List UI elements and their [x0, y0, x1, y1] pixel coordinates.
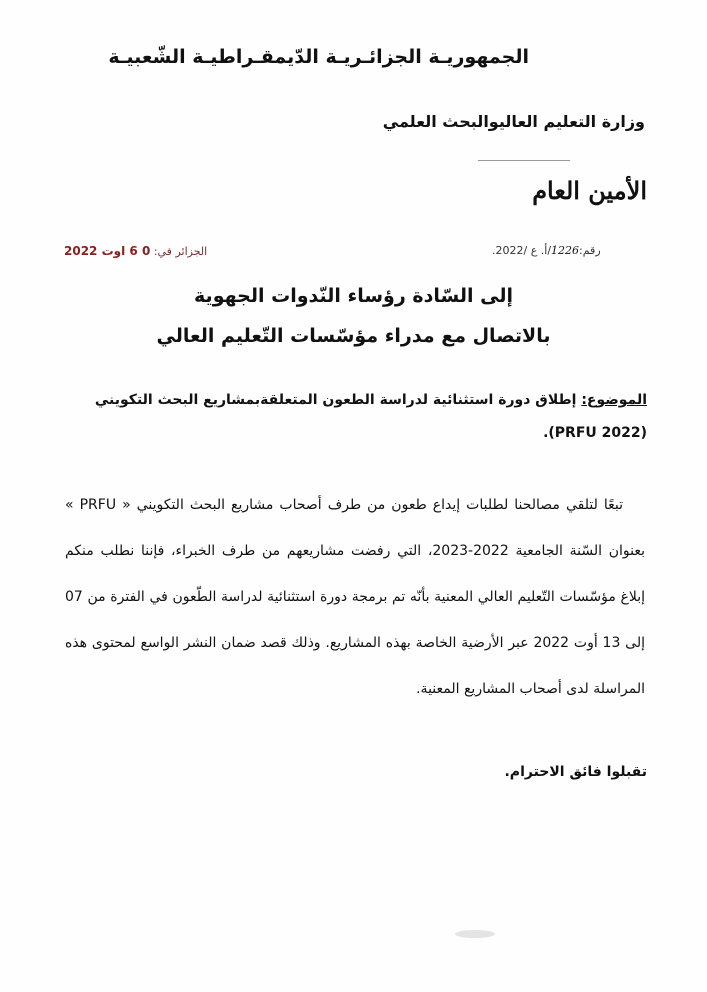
paper-smudge: [455, 930, 495, 938]
republic-header: الجمهوريـة الجزائـريـة الدّيمقـراطيـة الشّعبيـة: [108, 46, 529, 68]
closing-line: تقبلوا فائق الاحترام.: [504, 764, 647, 780]
body-paragraph: تبعًا لتلقي مصالحنا لطلبات إيداع طعون من طرف أصحاب مشاريع البحث التكويني « PRFU » بعنوان السّنة الجامعية 2022-2023، التي رفضت مشاريعهم من طرف الخبراء، فإننا نطلب منكم إبلاغ مؤسّسات التّعليم العالي المعنية بأنّه تم برمجة دورة استثنائية لدراسة الطّعون في الفترة من 07 إلى 13 أوت 2022 عبر الأرضية الخاصة بهذه المشاريع. وذلك قصد ضمان النشر الواسع لمحتوى هذه المراسلة لدى أصحاب المشاريع المعنية.: [65, 497, 645, 697]
reference-number: [492, 244, 601, 257]
subject-text: إطلاق دورة استثنائية لدراسة الطعون المتعلقةبمشاريع البحث التكويني: [94, 392, 577, 408]
subject-label: الموضوع:: [581, 392, 647, 408]
place-label: الجزائر في:: [153, 245, 208, 258]
subject-line-2: (PRFU 2022).: [543, 425, 647, 441]
office-title: الأمين العام: [532, 176, 647, 205]
letter-body: [65, 482, 645, 712]
reference-suffix: /أ. ع /2022.: [492, 244, 552, 257]
date-stamp: 0 6 اوت 2022: [64, 244, 151, 258]
addressee-line-2: بالاتصال مع مدراء مؤسّسات التّعليم العالي: [156, 325, 551, 347]
reference-prefix: رقم:: [579, 244, 601, 257]
reference-handwritten-number: 1226: [551, 244, 580, 257]
place-and-date: [64, 244, 207, 258]
subject-line: [95, 392, 647, 408]
ministry-header: وزارة التعليم العاليوالبحث العلمي: [382, 112, 645, 131]
addressee-line-1: إلى السّادة رؤساء النّدوات الجهوية: [194, 285, 513, 307]
header-divider: [478, 160, 570, 161]
